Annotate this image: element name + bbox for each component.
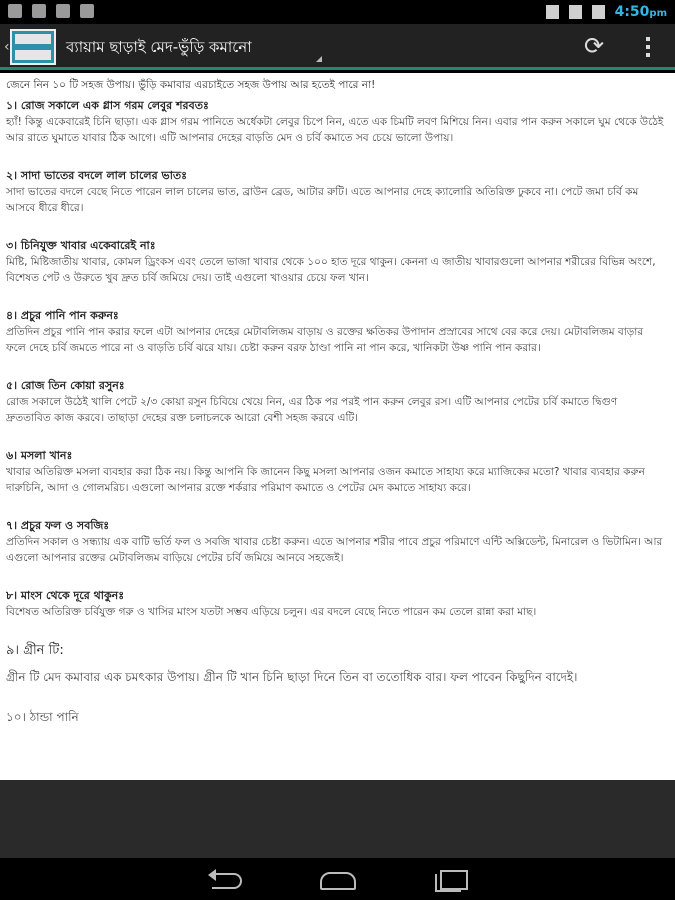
tip-body: গ্রীন টি মেদ কমাবার এক চমৎকার উপায়। গ্রীন টি খান চিনি ছাড়া দিনে তিন বা ততোধিক বার। ফল পাবেন কিছুদিন বাদেই। <box>6 670 578 684</box>
tip-section-7 <box>6 518 665 566</box>
tip-body: বিশেষত অতিরিক্ত চর্বিযুক্ত গরু ও খাসির মাংস যতটা সম্ভব এড়িয়ে চলুন। এর বদলে বেছে নিতে পারেন কম তেলে রান্না করা মাছ। <box>6 606 537 618</box>
overflow-menu-icon[interactable] <box>636 33 660 61</box>
tip-section-6 <box>6 448 665 496</box>
tip-section-8 <box>6 588 665 620</box>
tip-heading: ৫। রোজ তিন কোয়া রসুনঃ <box>6 379 125 392</box>
empty-panel <box>0 780 675 858</box>
app-icon[interactable] <box>10 29 56 65</box>
sync-notification-icon <box>80 4 94 18</box>
tip-heading: ৮। মাংস থেকে দূরে থাকুনঃ <box>6 589 125 602</box>
system-nav-bar <box>0 858 675 900</box>
up-caret-icon[interactable]: ‹ <box>4 39 10 55</box>
home-icon[interactable] <box>318 868 358 890</box>
recent-apps-icon[interactable] <box>432 868 472 890</box>
clock-time: 4:50 <box>614 4 650 20</box>
status-bar <box>0 0 675 24</box>
dropdown-indicator-icon <box>316 56 322 62</box>
tip-heading: ৪। প্রচুর পানি পান করুনঃ <box>6 309 119 322</box>
tip-section-3 <box>6 238 665 286</box>
tip-section-4 <box>6 308 665 356</box>
tip-body: প্রতিদিন সকাল ও সন্ধ্যায় এক বাটি ভর্তি ফল ও সবজি খাবার চেষ্টা করুন। এতে আপনার শরীর পাবে প্রচুর পরিমাণে এন্টি অক্সিডেন্ট, মিনারেল ও ভিটামিন। আর এগুলো আপনার রক্তের মেটাবলিজম বাড়িয়ে পেটের চর্বি জমিয়ে আনবে সহজেই। <box>6 536 663 564</box>
mute-icon <box>546 5 559 19</box>
tip-heading-10-partial: ১০। ঠান্ডা পানি <box>6 710 79 724</box>
download-notification-icon <box>32 4 46 18</box>
calendar-notification-icon <box>56 4 70 18</box>
tip-heading: ১। রোজ সকালে এক গ্লাস গরম লেবুর শরবতঃ <box>6 99 209 112</box>
wifi-icon <box>569 5 582 19</box>
tip-heading: ৩। চিনিযুক্ত খাবার একেবারেই নাঃ <box>6 239 156 252</box>
battery-icon <box>592 5 605 19</box>
tip-body: হ্যাঁ! কিন্তু একেবারেই চিনি ছাড়া। এক গ্লাস গরম পানিতে অর্ধেকটা লেবুর চিপে নিন, এতে এক চিমটি লবণ মিশিয়ে নিন। এবার পান করুন সকালে ঘুম থেকে উঠেই আর রাতে ঘুমাতে যাবার ঠিক আগে। এটি আপনার দেহের বাড়তি মেদ ও চর্বি কমাতে সব চেয়ে ভালো উপায়। <box>6 116 664 144</box>
page-title: ব্যায়াম ছাড়াই মেদ-ভুঁড়ি কমানো <box>66 38 252 56</box>
refresh-icon[interactable]: ⟳ <box>583 32 605 60</box>
system-icons <box>546 4 667 20</box>
clock-suffix: pm <box>649 8 667 19</box>
action-bar <box>0 24 675 70</box>
back-icon[interactable] <box>208 868 248 890</box>
tip-body: রোজ সকালে উঠেই খালি পেটে ২/৩ কোয়া রসুন চিবিয়ে খেয়ে নিন, এর ঠিক পর পরই পান করুন লেবুর রস। এটি আপনার পেটের চর্বি কমাতে দ্বিগুণ দ্রুততাবিত কাজ করবে। তাছাড়া দেহের রক্ত চলাচলকে আরো বেশী সহজ করবে এটি। <box>6 396 618 424</box>
clock <box>615 4 667 20</box>
tip-heading: ৭। প্রচুর ফল ও সবজিঃ <box>6 519 110 532</box>
tip-section-2 <box>6 168 665 216</box>
tip-heading: ৯। গ্রীন টি: <box>6 643 64 658</box>
tip-section-9 <box>6 642 665 686</box>
tip-body: মিষ্টি, মিষ্টিজাতীয় খাবার, কোমল ড্রিংকস এবং তেলে ভাজা খাবার থেকে ১০০ হাত দূরে থাকুন। কেননা এ জাতীয় খাবারগুলো আপনার শরীরের বিভিন্ন অংশে, বিশেষত পেট ও উরুতে খুব দ্রুত চর্বি জমিয়ে দেয়। তাই এগুলো খাওয়ার চেয়ে ফল খান। <box>6 256 656 284</box>
tip-section-1 <box>6 98 665 146</box>
tip-body: খাবার অতিরিক্ত মসলা ব্যবহার করা ঠিক নয়। কিন্তু আপনি কি জানেন কিছু মসলা আপনার ওজন কমাতে সাহায্য করে ম্যাজিকের মতো? খাবার ব্যবহার করুন দারুচিনি, আদা ও গোলমরিচ। এগুলো আপনার রক্তে শর্করার পরিমাণ কমাতে ও পেটের মেদ কমাতে সাহায্য করে। <box>6 466 645 494</box>
notification-icons <box>8 4 94 18</box>
tip-heading: ২। সাদা ভাতের বদলে লাল চালের ভাতঃ <box>6 169 187 182</box>
tip-body: সাদা ভাতের বদলে বেছে নিতে পারেন লাল চালের ভাত, ব্রাউন ব্রেড, আটার রুটি। এতে আপনার দেহে ক্যালোরি অতিরিক্ত ঢুকবে না। পেটে জমা চর্বি কম আসবে ধীরে ধীরে। <box>6 186 639 214</box>
image-notification-icon <box>8 4 22 18</box>
tip-body: প্রতিদিন প্রচুর পানি পান করার ফলে এটা আপনার দেহের মেটাবলিজম বাড়ায় ও রক্তের ক্ষতিকর উপাদান প্রস্রাবের সাথে বের করে দেয়। মেটাবলিজম বাড়ার ফলে দেহে চর্বি জমতে পারে না ও বাড়তি চর্বি ঝরে যায়। চেষ্টা করুন বরফ ঠাণ্ডা পানি না পান করে, খানিকটা উষ্ণ পানি পান করার। <box>6 326 644 354</box>
article-content[interactable] <box>0 73 675 780</box>
tip-section-5 <box>6 378 665 426</box>
article-intro: জেনে নিন ১০ টি সহজ উপায়। ভুঁড়ি কমাবার এরচাইতে সহজ উপায় আর হতেই পারে না! <box>6 79 376 91</box>
tip-heading: ৬। মসলা খানঃ <box>6 449 73 462</box>
